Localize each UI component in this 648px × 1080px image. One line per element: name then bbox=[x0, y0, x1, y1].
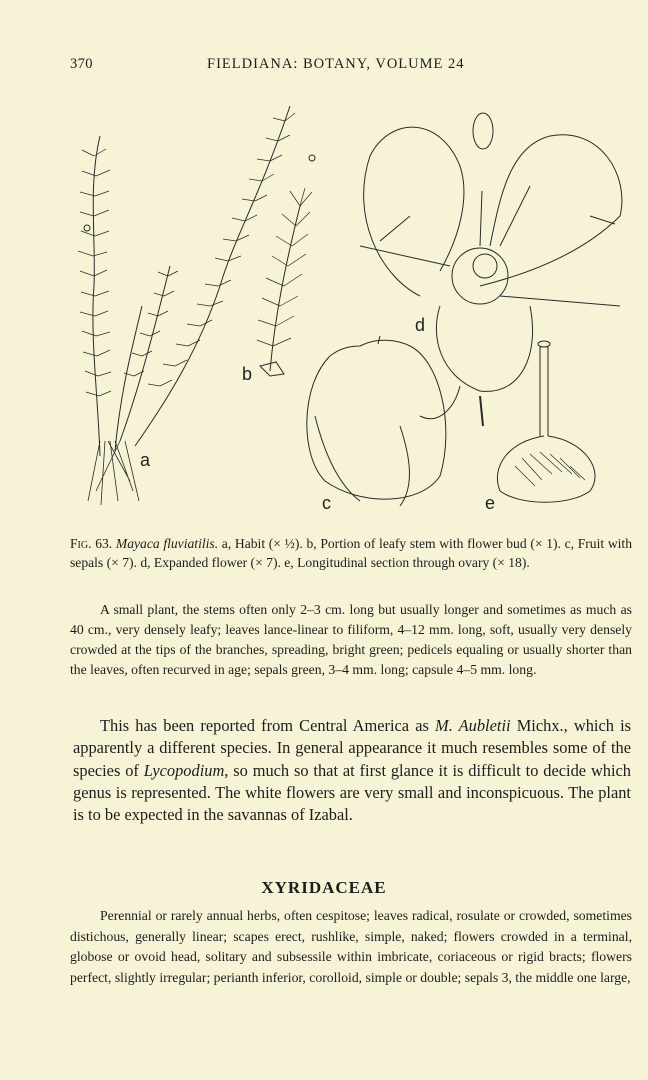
fruit-drawing bbox=[307, 336, 460, 506]
body-text-2: Michx., which is apparently a different species. In general appearance it much resembles some of the species of bbox=[73, 716, 632, 780]
body-paragraph bbox=[73, 715, 631, 826]
label-c: c bbox=[322, 493, 331, 513]
figure-caption bbox=[70, 534, 632, 572]
figure-number: Fig. 63. bbox=[70, 536, 113, 551]
ovary-section-drawing bbox=[497, 341, 595, 502]
running-title: FIELDIANA: BOTANY, VOLUME 24 bbox=[207, 56, 465, 72]
page-number: 370 bbox=[70, 56, 93, 72]
taxon-name: M. Aubletii bbox=[435, 716, 511, 735]
figure-species: Mayaca fluviatilis. bbox=[115, 536, 219, 551]
running-header bbox=[70, 56, 580, 78]
figure-caption-text: a, Habit (× ½). b, Portion of leafy stem with flower bud (× 1). c, Fruit with sepals (× 7). d, Expanded flower (× 7). e, Longitudinal section through ovary (× 18). bbox=[70, 536, 632, 570]
stem-portion-drawing bbox=[257, 188, 312, 376]
family-description: Perennial or rarely annual herbs, often cespitose; leaves radical, rosulate or crowded, sometimes distichous, generally linear; scapes erect, rushlike, simple, naked; flowers crowded in a terminal, globose or ovoid head, solitary and subsessile within imbricate, coriaceous or rigid bracts; flowers perfect, slightly irregular; perianth inferior, corolloid, simple or double; sepals 3, the middle one large, bbox=[70, 908, 632, 985]
body-text-3: , so much so that at first glance it is difficult to decide which genus is represented. The white flowers are very small and inconspicuous. The plant is to be expected in the savannas of Izabal. bbox=[73, 760, 631, 825]
figure-drawing bbox=[60, 96, 640, 526]
genus-name: Lycopodium bbox=[143, 760, 225, 780]
label-a: a bbox=[140, 450, 151, 470]
label-e: e bbox=[485, 493, 496, 513]
family-heading: XYRIDACEAE bbox=[261, 878, 387, 897]
body-text-1: This has been reported from Central America as bbox=[100, 716, 436, 735]
species-description: A small plant, the stems often only 2–3 cm. long but usually longer and sometimes as much as 40 cm., very densely leafy; leaves lance-linear to filiform, 4–12 mm. long, soft, usually very densely crowded at the tips of the branches, spreading, bright green; pedicels equaling or usually shorter than the leaves, often recurved in age; sepals green, 3–4 mm. long; capsule 4–5 mm. long. bbox=[70, 602, 632, 677]
flower-drawing bbox=[360, 113, 622, 426]
botanical-illustration bbox=[60, 96, 640, 526]
label-b: b bbox=[242, 364, 253, 384]
label-d: d bbox=[415, 315, 426, 335]
